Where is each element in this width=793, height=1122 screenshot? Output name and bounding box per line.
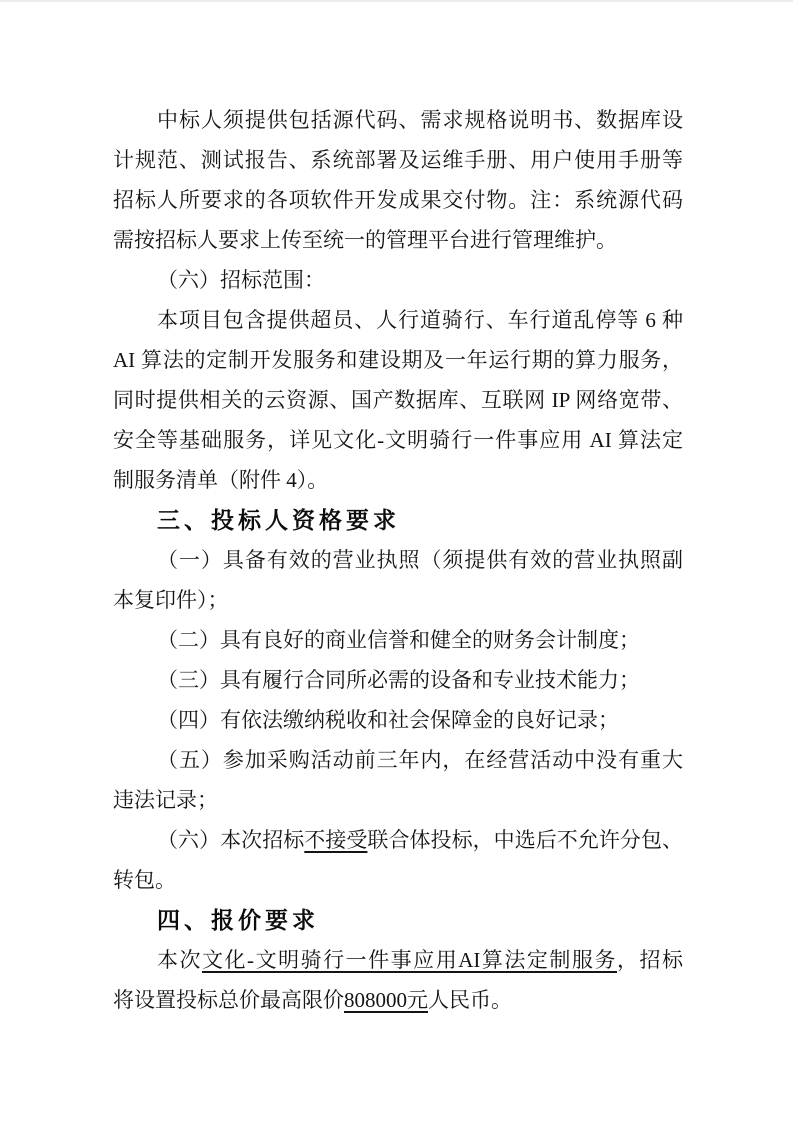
text-line — [113, 860, 683, 900]
text-line — [113, 580, 683, 620]
text-line — [113, 260, 683, 300]
text-segment: （六）招标范围： — [157, 268, 325, 292]
text-segment: 本次 — [157, 948, 203, 972]
text-segment: （六）本次招标 — [157, 828, 305, 852]
text-segment: ，招标 — [616, 948, 683, 972]
text-line — [113, 380, 683, 420]
text-line — [113, 700, 683, 740]
underlined-text: 不接受 — [304, 828, 368, 852]
text-line — [113, 460, 683, 500]
text-segment: 人民币。 — [428, 988, 512, 1012]
text-segment: 四、报价要求 — [157, 907, 319, 933]
text-segment: 转包。 — [113, 868, 176, 892]
text-segment: 制服务清单（附件 4）。 — [113, 468, 329, 492]
text-line — [113, 820, 683, 860]
text-segment: 本项目包含提供超员、人行道骑行、车行道乱停等 6 种 — [157, 308, 683, 332]
text-line — [113, 220, 683, 260]
text-segment: （一）具备有效的营业执照（须提供有效的营业执照副 — [157, 548, 683, 572]
document-content — [113, 100, 683, 1020]
text-segment: 中标人须提供包括源代码、需求规格说明书、数据库设 — [157, 108, 683, 132]
text-segment: 计规范、测试报告、系统部署及运维手册、用户使用手册等 — [113, 148, 683, 172]
text-line — [113, 340, 683, 380]
text-segment: AI 算法的定制开发服务和建设期及一年运行期的算力服务， — [113, 348, 683, 372]
text-line — [113, 980, 683, 1020]
text-line — [113, 540, 683, 580]
text-line — [113, 100, 683, 140]
text-line — [113, 420, 683, 460]
text-segment: （四）有依法缴纳税收和社会保障金的良好记录； — [157, 708, 619, 732]
text-segment: （三）具有履行合同所必需的设备和专业技术能力； — [157, 668, 640, 692]
text-segment: 安全等基础服务，详见文化-文明骑行一件事应用 AI 算法定 — [113, 428, 683, 452]
text-segment: （五）参加采购活动前三年内，在经营活动中没有重大 — [157, 748, 683, 772]
text-line — [113, 780, 683, 820]
text-segment: 本复印件）； — [113, 588, 229, 612]
text-line — [113, 180, 683, 220]
text-line — [113, 940, 683, 980]
text-segment: 将设置投标总价最高限价 — [113, 988, 344, 1012]
text-line — [113, 620, 683, 660]
text-segment: 违法记录； — [113, 788, 218, 812]
section-heading — [113, 500, 683, 540]
text-segment: 三、投标人资格要求 — [157, 507, 400, 533]
section-heading — [113, 900, 683, 940]
text-line — [113, 740, 683, 780]
underlined-text: 文化-文明骑行一件事应用AI算法定制服务 — [202, 948, 617, 972]
text-line — [113, 140, 683, 180]
text-segment: 招标人所要求的各项软件开发成果交付物。注：系统源代码 — [113, 188, 683, 212]
text-segment: （二）具有良好的商业信誉和健全的财务会计制度； — [157, 628, 640, 652]
text-segment: 联合体投标，中选后不允许分包、 — [367, 828, 683, 852]
text-line — [113, 660, 683, 700]
text-segment: 同时提供相关的云资源、国产数据库、互联网 IP 网络宽带、 — [113, 388, 683, 412]
text-line — [113, 300, 683, 340]
underlined-text: 808000元 — [344, 988, 428, 1012]
text-segment: 需按招标人要求上传至统一的管理平台进行管理维护。 — [113, 228, 617, 252]
